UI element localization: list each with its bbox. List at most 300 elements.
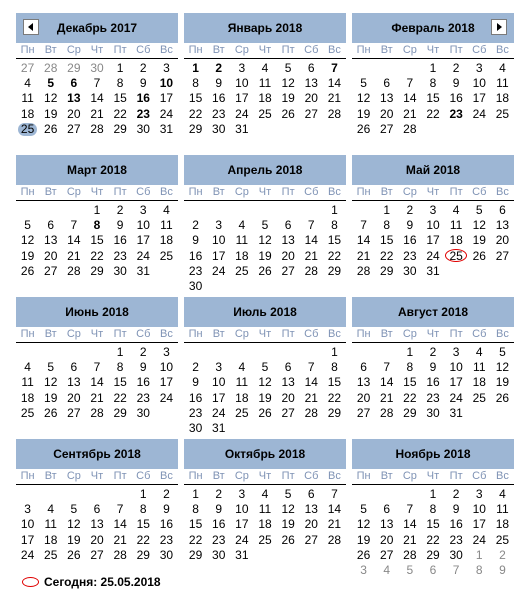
day-cell[interactable]: 22 bbox=[136, 532, 150, 547]
day-cell[interactable]: 15 bbox=[426, 91, 440, 106]
day-cell[interactable]: 18 bbox=[235, 248, 249, 263]
day-cell[interactable]: 23 bbox=[449, 106, 463, 121]
day-cell[interactable]: 27 bbox=[495, 248, 510, 263]
day-cell[interactable]: 24 bbox=[235, 106, 249, 121]
day-cell[interactable]: 27 bbox=[44, 263, 58, 278]
day-cell[interactable]: 16 bbox=[159, 517, 174, 532]
day-cell[interactable]: 5 bbox=[24, 218, 31, 233]
day-cell[interactable]: 16 bbox=[449, 91, 463, 106]
day-cell[interactable]: 12 bbox=[67, 517, 81, 532]
day-cell[interactable]: 17 bbox=[235, 91, 249, 106]
day-cell[interactable]: 24 bbox=[426, 248, 440, 263]
day-cell[interactable]: 21 bbox=[67, 248, 81, 263]
day-cell-other-month[interactable]: 1 bbox=[475, 547, 483, 562]
day-cell[interactable]: 11 bbox=[44, 517, 57, 532]
day-cell[interactable]: 9 bbox=[192, 375, 199, 390]
day-cell[interactable]: 30 bbox=[212, 121, 226, 136]
day-cell[interactable]: 16 bbox=[188, 390, 203, 405]
day-cell[interactable]: 17 bbox=[426, 233, 440, 248]
day-cell[interactable]: 16 bbox=[188, 248, 203, 263]
day-cell[interactable]: 6 bbox=[93, 502, 101, 517]
day-cell[interactable]: 11 bbox=[258, 502, 272, 517]
day-cell[interactable]: 13 bbox=[67, 375, 81, 390]
day-cell[interactable]: 2 bbox=[215, 487, 223, 501]
day-cell[interactable]: 31 bbox=[159, 121, 174, 136]
day-cell[interactable]: 11 bbox=[235, 375, 249, 390]
day-cell[interactable]: 20 bbox=[304, 517, 318, 532]
day-cell[interactable]: 2 bbox=[139, 61, 147, 75]
day-cell[interactable]: 2 bbox=[406, 203, 414, 217]
day-cell[interactable]: 14 bbox=[327, 76, 342, 91]
day-cell[interactable]: 2 bbox=[429, 345, 437, 359]
day-cell[interactable]: 26 bbox=[472, 248, 486, 263]
day-cell[interactable]: 21 bbox=[403, 532, 417, 547]
day-cell[interactable]: 12 bbox=[472, 218, 486, 233]
day-cell[interactable]: 16 bbox=[212, 517, 226, 532]
day-cell[interactable]: 22 bbox=[113, 390, 127, 405]
day-cell[interactable]: 10 bbox=[212, 375, 226, 390]
day-cell[interactable]: 17 bbox=[212, 248, 226, 263]
day-cell[interactable]: 31 bbox=[426, 263, 440, 278]
day-cell[interactable]: 17 bbox=[159, 91, 174, 106]
day-cell[interactable]: 19 bbox=[495, 375, 510, 390]
day-cell[interactable]: 4 bbox=[452, 203, 460, 217]
day-cell[interactable]: 10 bbox=[235, 76, 249, 91]
day-cell[interactable]: 12 bbox=[495, 360, 510, 375]
day-cell-other-month[interactable]: 9 bbox=[499, 562, 506, 577]
day-cell[interactable]: 13 bbox=[281, 375, 295, 390]
day-cell[interactable]: 25 bbox=[44, 547, 58, 562]
day-cell[interactable]: 6 bbox=[360, 360, 367, 375]
day-cell[interactable]: 21 bbox=[90, 390, 104, 405]
day-cell[interactable]: 1 bbox=[192, 487, 199, 501]
day-cell[interactable]: 14 bbox=[403, 91, 417, 106]
day-cell[interactable]: 13 bbox=[495, 218, 510, 233]
day-cell[interactable]: 31 bbox=[212, 420, 226, 435]
day-cell[interactable]: 19 bbox=[67, 532, 81, 547]
day-cell[interactable]: 7 bbox=[331, 61, 338, 75]
day-cell[interactable]: 22 bbox=[327, 390, 342, 405]
day-cell[interactable]: 29 bbox=[188, 547, 203, 562]
day-cell[interactable]: 24 bbox=[136, 248, 150, 263]
day-cell[interactable]: 28 bbox=[327, 532, 342, 547]
day-cell[interactable]: 17 bbox=[472, 517, 486, 532]
day-cell[interactable]: 29 bbox=[380, 263, 394, 278]
day-cell[interactable]: 5 bbox=[499, 345, 506, 359]
day-cell[interactable]: 29 bbox=[113, 405, 127, 420]
day-cell[interactable]: 8 bbox=[429, 502, 437, 517]
day-cell[interactable]: 8 bbox=[331, 218, 338, 233]
day-cell[interactable]: 3 bbox=[238, 61, 246, 75]
day-cell[interactable]: 4 bbox=[499, 61, 506, 75]
day-cell[interactable]: 24 bbox=[159, 106, 174, 121]
day-cell[interactable]: 19 bbox=[356, 532, 371, 547]
day-cell[interactable]: 27 bbox=[380, 121, 394, 136]
day-cell[interactable]: 5 bbox=[475, 203, 483, 217]
day-cell[interactable]: 25 bbox=[258, 532, 272, 547]
day-cell[interactable]: 25 bbox=[495, 532, 510, 547]
next-month-button[interactable] bbox=[491, 19, 507, 35]
day-cell[interactable]: 20 bbox=[44, 248, 58, 263]
day-cell[interactable]: 27 bbox=[281, 405, 295, 420]
day-cell[interactable]: 15 bbox=[90, 233, 104, 248]
day-cell[interactable]: 9 bbox=[429, 360, 437, 375]
day-cell[interactable]: 23 bbox=[449, 532, 463, 547]
day-cell[interactable]: 11 bbox=[21, 375, 34, 390]
day-cell[interactable]: 23 bbox=[136, 106, 150, 121]
day-cell[interactable]: 10 bbox=[472, 76, 486, 91]
day-cell[interactable]: 2 bbox=[215, 61, 223, 75]
day-cell[interactable]: 13 bbox=[44, 233, 58, 248]
day-cell[interactable]: 16 bbox=[426, 375, 440, 390]
day-cell-other-month[interactable]: 30 bbox=[90, 61, 104, 75]
day-cell[interactable]: 22 bbox=[327, 248, 342, 263]
day-cell[interactable]: 25 bbox=[472, 390, 486, 405]
day-cell[interactable]: 15 bbox=[113, 91, 127, 106]
day-cell[interactable]: 8 bbox=[139, 502, 147, 517]
day-cell[interactable]: 30 bbox=[212, 547, 226, 562]
day-cell[interactable]: 18 bbox=[258, 91, 272, 106]
day-cell[interactable]: 12 bbox=[281, 76, 295, 91]
day-cell[interactable]: 10 bbox=[235, 502, 249, 517]
day-cell[interactable]: 9 bbox=[139, 360, 147, 375]
day-cell[interactable]: 4 bbox=[238, 218, 246, 233]
day-cell[interactable]: 5 bbox=[261, 360, 269, 375]
day-cell[interactable]: 3 bbox=[215, 218, 223, 233]
day-cell[interactable]: 10 bbox=[472, 502, 486, 517]
day-cell[interactable]: 12 bbox=[356, 91, 371, 106]
day-cell[interactable]: 6 bbox=[383, 502, 391, 517]
day-cell[interactable]: 5 bbox=[284, 487, 292, 501]
day-cell[interactable]: 14 bbox=[356, 233, 371, 248]
day-cell[interactable]: 24 bbox=[449, 390, 463, 405]
day-cell[interactable]: 14 bbox=[113, 517, 127, 532]
day-cell[interactable]: 12 bbox=[356, 517, 371, 532]
day-cell[interactable]: 16 bbox=[113, 233, 127, 248]
day-cell[interactable]: 21 bbox=[403, 106, 417, 121]
day-cell[interactable]: 13 bbox=[67, 91, 81, 106]
day-cell[interactable]: 26 bbox=[356, 121, 371, 136]
day-cell[interactable]: 2 bbox=[116, 203, 124, 217]
day-cell[interactable]: 15 bbox=[380, 233, 394, 248]
day-cell[interactable]: 28 bbox=[113, 547, 127, 562]
day-cell[interactable]: 9 bbox=[163, 502, 170, 517]
day-cell[interactable]: 19 bbox=[281, 517, 295, 532]
day-cell[interactable]: 7 bbox=[307, 218, 315, 233]
day-cell[interactable]: 3 bbox=[163, 345, 170, 359]
day-cell[interactable]: 15 bbox=[426, 517, 440, 532]
day-cell[interactable]: 28 bbox=[67, 263, 81, 278]
day-cell[interactable]: 1 bbox=[139, 487, 147, 501]
day-cell[interactable]: 30 bbox=[403, 263, 417, 278]
day-cell[interactable]: 22 bbox=[380, 248, 394, 263]
day-cell[interactable]: 20 bbox=[380, 106, 394, 121]
day-cell[interactable]: 1 bbox=[383, 203, 391, 217]
day-cell[interactable]: 27 bbox=[281, 263, 295, 278]
day-cell[interactable]: 20 bbox=[356, 390, 371, 405]
day-cell[interactable]: 29 bbox=[90, 263, 104, 278]
day-cell[interactable]: 24 bbox=[159, 390, 174, 405]
day-cell[interactable]: 24 bbox=[20, 547, 35, 562]
day-cell[interactable]: 20 bbox=[380, 532, 394, 547]
day-cell[interactable]: 31 bbox=[235, 121, 249, 136]
day-cell[interactable]: 3 bbox=[24, 502, 31, 517]
day-cell[interactable]: 8 bbox=[406, 360, 414, 375]
day-cell[interactable]: 11 bbox=[449, 218, 463, 233]
day-cell[interactable]: 23 bbox=[113, 248, 127, 263]
day-cell[interactable]: 18 bbox=[258, 517, 272, 532]
day-cell-other-month[interactable]: 29 bbox=[67, 61, 81, 75]
day-cell[interactable]: 9 bbox=[452, 502, 460, 517]
day-cell[interactable]: 2 bbox=[192, 360, 199, 375]
day-cell[interactable]: 7 bbox=[93, 76, 101, 91]
day-cell-other-month[interactable]: 27 bbox=[20, 61, 35, 75]
day-cell[interactable]: 3 bbox=[429, 203, 437, 217]
day-cell[interactable]: 22 bbox=[113, 106, 127, 121]
day-cell[interactable]: 1 bbox=[93, 203, 101, 217]
day-cell[interactable]: 25 bbox=[235, 263, 249, 278]
day-cell[interactable]: 27 bbox=[356, 405, 371, 420]
day-cell[interactable]: 10 bbox=[449, 360, 463, 375]
day-cell[interactable]: 11 bbox=[473, 360, 486, 375]
day-cell[interactable]: 6 bbox=[284, 218, 292, 233]
day-cell[interactable]: 24 bbox=[212, 263, 226, 278]
day-cell[interactable]: 10 bbox=[159, 76, 174, 91]
day-cell[interactable]: 30 bbox=[136, 405, 150, 420]
day-cell[interactable]: 12 bbox=[20, 233, 35, 248]
day-cell[interactable]: 8 bbox=[93, 218, 101, 233]
day-cell[interactable]: 3 bbox=[452, 345, 460, 359]
day-cell[interactable]: 19 bbox=[44, 390, 58, 405]
day-cell[interactable]: 29 bbox=[188, 121, 203, 136]
day-cell[interactable]: 28 bbox=[90, 405, 104, 420]
day-cell[interactable]: 28 bbox=[304, 263, 318, 278]
day-cell[interactable]: 12 bbox=[258, 375, 272, 390]
day-cell[interactable]: 22 bbox=[426, 532, 440, 547]
day-cell[interactable]: 19 bbox=[472, 233, 486, 248]
day-cell[interactable]: 30 bbox=[188, 420, 203, 435]
day-cell[interactable]: 2 bbox=[163, 487, 170, 501]
day-cell[interactable]: 11 bbox=[235, 233, 249, 248]
day-cell[interactable]: 18 bbox=[159, 233, 174, 248]
day-cell[interactable]: 12 bbox=[281, 502, 295, 517]
day-cell[interactable]: 11 bbox=[160, 218, 173, 233]
day-cell[interactable]: 25 bbox=[20, 405, 35, 420]
day-cell[interactable]: 11 bbox=[258, 76, 272, 91]
day-cell[interactable]: 24 bbox=[472, 532, 486, 547]
day-cell[interactable]: 14 bbox=[90, 91, 104, 106]
day-cell[interactable]: 29 bbox=[327, 405, 342, 420]
day-cell[interactable]: 10 bbox=[212, 233, 226, 248]
day-cell[interactable]: 27 bbox=[90, 547, 104, 562]
day-cell[interactable]: 1 bbox=[116, 61, 124, 75]
day-cell[interactable]: 22 bbox=[188, 106, 203, 121]
day-cell[interactable]: 13 bbox=[281, 233, 295, 248]
day-cell[interactable]: 29 bbox=[403, 405, 417, 420]
day-cell[interactable]: 29 bbox=[426, 547, 440, 562]
day-cell[interactable]: 16 bbox=[136, 375, 150, 390]
day-cell[interactable]: 7 bbox=[116, 502, 124, 517]
day-cell[interactable]: 28 bbox=[403, 121, 417, 136]
day-cell[interactable]: 18 bbox=[44, 532, 58, 547]
day-cell[interactable]: 7 bbox=[360, 218, 367, 233]
day-cell[interactable]: 23 bbox=[212, 532, 226, 547]
day-cell[interactable]: 15 bbox=[327, 375, 342, 390]
day-cell[interactable]: 25 bbox=[235, 405, 249, 420]
day-cell[interactable]: 28 bbox=[380, 405, 394, 420]
day-cell[interactable]: 30 bbox=[113, 263, 127, 278]
day-cell[interactable]: 26 bbox=[258, 263, 272, 278]
day-cell[interactable]: 24 bbox=[212, 405, 226, 420]
day-cell[interactable]: 13 bbox=[356, 375, 371, 390]
day-cell[interactable]: 10 bbox=[159, 360, 174, 375]
day-cell[interactable]: 31 bbox=[136, 263, 150, 278]
day-cell[interactable]: 27 bbox=[380, 547, 394, 562]
day-cell[interactable]: 8 bbox=[192, 502, 199, 517]
day-cell[interactable]: 25 bbox=[495, 106, 510, 121]
day-cell[interactable]: 3 bbox=[215, 360, 223, 375]
day-cell[interactable]: 20 bbox=[281, 390, 295, 405]
day-cell[interactable]: 4 bbox=[24, 360, 31, 375]
day-cell[interactable]: 2 bbox=[452, 61, 460, 75]
day-cell[interactable]: 29 bbox=[113, 121, 127, 136]
day-cell[interactable]: 30 bbox=[159, 547, 174, 562]
day-cell[interactable]: 26 bbox=[44, 405, 58, 420]
day-cell[interactable]: 21 bbox=[304, 390, 318, 405]
day-cell[interactable]: 15 bbox=[136, 517, 150, 532]
day-cell[interactable]: 19 bbox=[44, 106, 58, 121]
day-cell[interactable]: 14 bbox=[67, 233, 81, 248]
day-cell[interactable]: 4 bbox=[261, 487, 269, 501]
day-cell[interactable]: 27 bbox=[67, 121, 81, 136]
day-cell[interactable]: 21 bbox=[304, 248, 318, 263]
day-cell[interactable]: 4 bbox=[24, 76, 31, 91]
day-cell[interactable]: 30 bbox=[188, 278, 203, 293]
day-cell[interactable]: 9 bbox=[139, 76, 147, 91]
day-cell[interactable]: 8 bbox=[429, 76, 437, 91]
day-cell[interactable]: 18 bbox=[20, 106, 35, 121]
day-cell[interactable]: 26 bbox=[356, 547, 371, 562]
day-cell[interactable]: 8 bbox=[192, 76, 199, 91]
today-button[interactable] bbox=[22, 574, 161, 590]
day-cell[interactable]: 28 bbox=[90, 121, 104, 136]
day-cell[interactable]: 21 bbox=[327, 91, 342, 106]
day-cell[interactable]: 15 bbox=[188, 91, 203, 106]
day-cell[interactable]: 5 bbox=[47, 360, 55, 375]
day-cell[interactable]: 19 bbox=[258, 390, 272, 405]
day-cell[interactable]: 13 bbox=[304, 502, 318, 517]
day-cell[interactable]: 7 bbox=[307, 360, 315, 375]
day-cell[interactable]: 22 bbox=[403, 390, 417, 405]
day-cell[interactable]: 13 bbox=[90, 517, 104, 532]
day-cell[interactable]: 19 bbox=[356, 106, 371, 121]
day-cell[interactable]: 18 bbox=[449, 233, 463, 248]
day-cell[interactable]: 17 bbox=[20, 532, 35, 547]
day-cell[interactable]: 26 bbox=[281, 532, 295, 547]
day-cell[interactable]: 4 bbox=[238, 360, 246, 375]
day-cell[interactable]: 14 bbox=[327, 502, 342, 517]
day-cell[interactable]: 7 bbox=[383, 360, 391, 375]
day-cell[interactable]: 1 bbox=[192, 61, 199, 75]
day-cell[interactable]: 31 bbox=[449, 405, 463, 420]
day-cell[interactable]: 1 bbox=[331, 345, 338, 359]
day-cell[interactable]: 1 bbox=[429, 61, 437, 75]
day-cell[interactable]: 5 bbox=[47, 76, 55, 91]
day-cell[interactable]: 28 bbox=[403, 547, 417, 562]
day-cell[interactable]: 20 bbox=[281, 248, 295, 263]
day-cell[interactable]: 5 bbox=[284, 61, 292, 75]
day-cell[interactable]: 26 bbox=[44, 121, 58, 136]
day-cell[interactable]: 23 bbox=[159, 532, 174, 547]
day-cell[interactable]: 18 bbox=[495, 517, 510, 532]
day-cell[interactable]: 6 bbox=[307, 487, 315, 501]
day-cell[interactable]: 17 bbox=[449, 375, 463, 390]
day-cell[interactable]: 5 bbox=[360, 76, 367, 91]
day-cell[interactable]: 10 bbox=[136, 218, 150, 233]
day-cell-other-month[interactable]: 28 bbox=[44, 61, 58, 75]
day-cell[interactable]: 5 bbox=[360, 502, 367, 517]
day-cell[interactable]: 9 bbox=[116, 218, 124, 233]
day-cell[interactable]: 3 bbox=[238, 487, 246, 501]
day-cell[interactable]: 30 bbox=[136, 121, 150, 136]
day-cell[interactable]: 23 bbox=[188, 405, 203, 420]
day-cell[interactable]: 3 bbox=[475, 487, 483, 501]
day-cell[interactable]: 23 bbox=[403, 248, 417, 263]
prev-month-button[interactable] bbox=[23, 19, 39, 35]
day-cell[interactable]: 26 bbox=[281, 106, 295, 121]
day-cell-other-month[interactable]: 4 bbox=[383, 562, 391, 577]
day-cell[interactable]: 30 bbox=[426, 405, 440, 420]
day-cell[interactable]: 23 bbox=[136, 390, 150, 405]
day-cell[interactable]: 23 bbox=[426, 390, 440, 405]
day-cell[interactable]: 10 bbox=[20, 517, 35, 532]
day-cell[interactable]: 20 bbox=[495, 233, 510, 248]
day-cell[interactable]: 6 bbox=[307, 61, 315, 75]
day-cell[interactable]: 28 bbox=[304, 405, 318, 420]
day-cell[interactable]: 23 bbox=[188, 263, 203, 278]
day-cell[interactable]: 20 bbox=[304, 91, 318, 106]
day-cell[interactable]: 16 bbox=[403, 233, 417, 248]
day-cell[interactable]: 15 bbox=[327, 233, 342, 248]
day-cell[interactable]: 1 bbox=[116, 345, 124, 359]
day-cell[interactable]: 22 bbox=[90, 248, 104, 263]
day-cell-other-month[interactable]: 5 bbox=[406, 562, 414, 577]
day-cell[interactable]: 4 bbox=[499, 487, 506, 501]
day-cell[interactable]: 29 bbox=[136, 547, 150, 562]
day-cell[interactable]: 6 bbox=[70, 360, 78, 375]
day-cell[interactable]: 19 bbox=[20, 248, 35, 263]
day-cell[interactable]: 21 bbox=[90, 106, 104, 121]
day-cell-other-month[interactable]: 7 bbox=[452, 562, 460, 577]
day-cell-today[interactable]: 25 bbox=[445, 249, 468, 264]
day-cell[interactable]: 26 bbox=[258, 405, 272, 420]
day-cell[interactable]: 25 bbox=[159, 248, 174, 263]
day-cell[interactable]: 22 bbox=[426, 106, 440, 121]
day-cell[interactable]: 26 bbox=[20, 263, 35, 278]
day-cell[interactable]: 3 bbox=[475, 61, 483, 75]
day-cell[interactable]: 8 bbox=[116, 76, 124, 91]
day-cell[interactable]: 27 bbox=[304, 106, 318, 121]
day-cell[interactable]: 20 bbox=[90, 532, 104, 547]
day-cell[interactable]: 6 bbox=[70, 76, 78, 91]
day-cell[interactable]: 9 bbox=[215, 502, 223, 517]
day-cell[interactable]: 11 bbox=[496, 502, 509, 517]
day-cell-other-month[interactable]: 6 bbox=[429, 562, 437, 577]
day-cell[interactable]: 12 bbox=[44, 91, 58, 106]
day-cell[interactable]: 5 bbox=[261, 218, 269, 233]
day-cell[interactable]: 7 bbox=[70, 218, 78, 233]
day-cell[interactable]: 29 bbox=[327, 263, 342, 278]
